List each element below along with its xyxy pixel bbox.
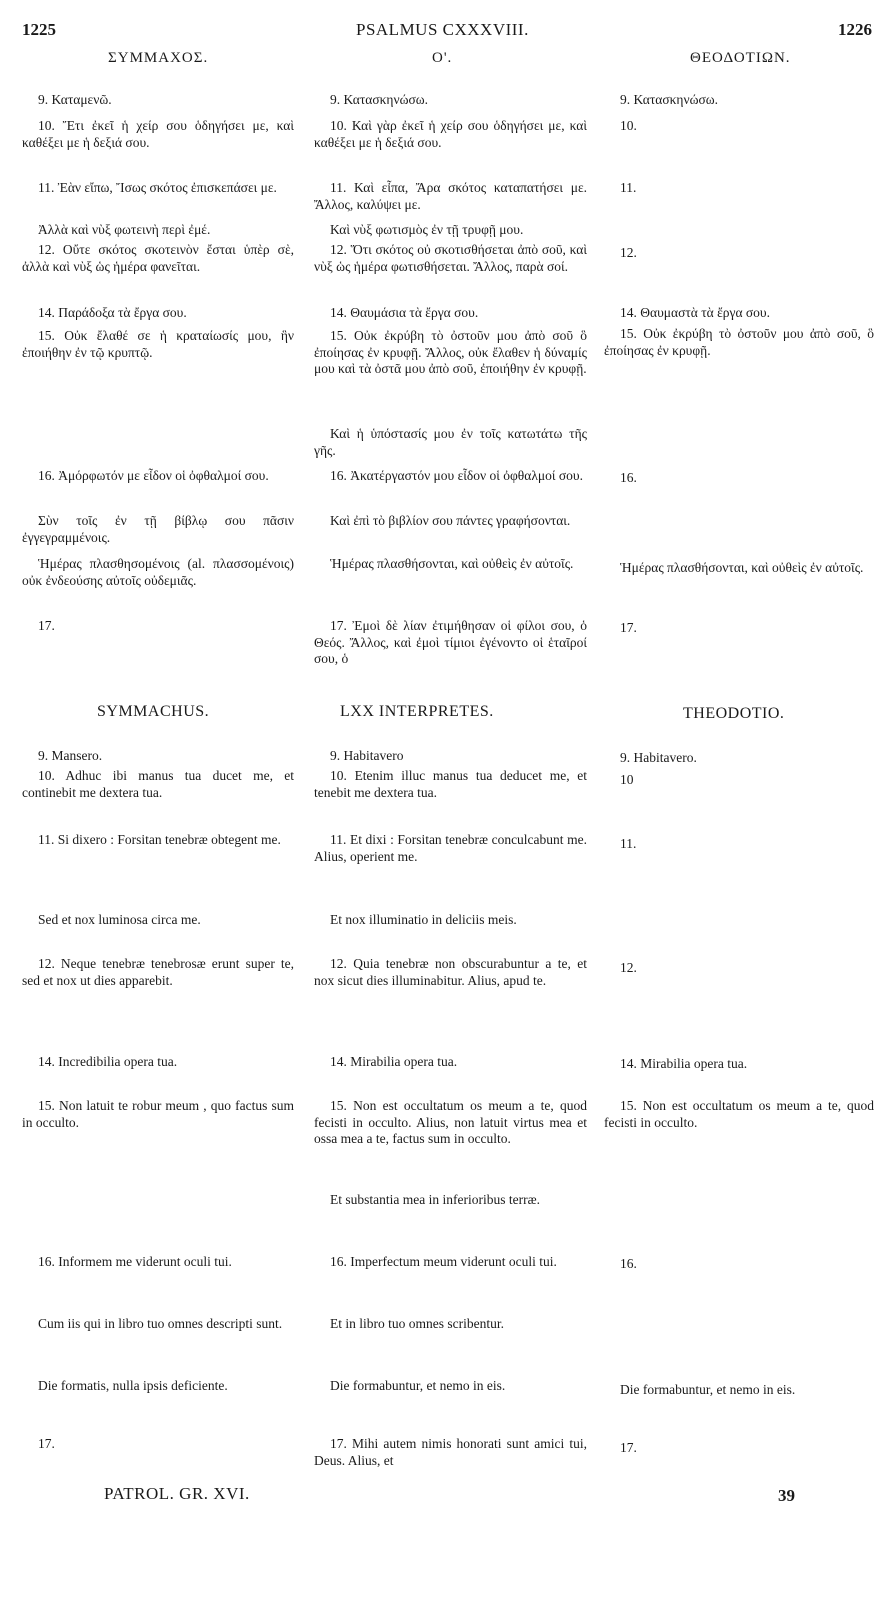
latin-symmachus-verse: 15. Non latuit te robur meum , quo factus sum in occulto. <box>22 1098 294 1130</box>
latin-septuagint-verse: Et nox illuminatio in deliciis meis. <box>330 912 517 927</box>
latin-septuagint-verse: Et in libro tuo omnes scribentur. <box>330 1316 504 1331</box>
greek-septuagint-verse: 9. Κατασκηνώσω. <box>330 92 428 107</box>
column-number-right: 1226 <box>838 20 872 39</box>
latin-heading-symmachus: SYMMACHUS. <box>97 703 210 720</box>
latin-septuagint-verse: 16. Imperfectum meum viderunt oculi tui. <box>330 1254 557 1269</box>
latin-theodotion-verse: 14. Mirabilia opera tua. <box>620 1056 748 1071</box>
greek-septuagint-verse: 10. Καὶ γὰρ ἐκεῖ ἡ χείρ σου ὁδηγήσει με, καὶ καθέξει με ἡ δεξιά σου. <box>314 118 587 150</box>
greek-septuagint-verse: 17. Ἐμοὶ δὲ λίαν ἐτιμήθησαν οἱ φίλοι σου, ὁ Θεός. Ἄλλος, καὶ ἐμοὶ τίμιοι ἐγένοντο οἱ ἑταῖροί σου, ὁ <box>314 618 587 666</box>
greek-theodotion-verse: 14. Θαυμαστὰ τὰ ἔργα σου. <box>620 305 770 320</box>
latin-septuagint-verse: 14. Mirabilia opera tua. <box>330 1054 458 1069</box>
greek-septuagint-verse: 15. Οὐκ ἐκρύβη τὸ ὀστοῦν μου ἀπὸ σοῦ ὃ ἐποίησας ἐν κρυφῇ. Ἄλλος, οὐκ ἔλαθεν ἡ δύναμίς μου καὶ τὰ ὀστᾶ μου ἀπὸ σοῦ, ἐποιήθην ἐν κρυφῇ. <box>314 328 587 376</box>
latin-symmachus-verse: 10. Adhuc ibi manus tua ducet me, et continebit me dextera tua. <box>22 768 294 800</box>
greek-symmachus-verse: 14. Παράδοξα τὰ ἔργα σου. <box>38 305 187 320</box>
latin-septuagint-verse: 17. Mihi autem nimis honorati sunt amici tui, Deus. Alius, et <box>314 1436 587 1468</box>
greek-theodotion-verse: 15. Οὐκ ἐκρύβη τὸ ὀστοῦν μου ἀπὸ σοῦ, ὃ ἐποίησας ἐν κρυφῇ. <box>604 326 874 358</box>
greek-septuagint-verse: Ἡμέρας πλασθήσονται, καὶ οὐθεὶς ἐν αὐτοῖς. <box>330 556 574 571</box>
latin-theodotion-verse: 15. Non est occultatum os meum a te, quod fecisti in occulto. <box>604 1098 874 1130</box>
column-number-left: 1225 <box>22 20 56 39</box>
greek-symmachus-verse: Ἀλλὰ καὶ νὺξ φωτεινὴ περὶ ἐμέ. <box>38 222 211 237</box>
latin-symmachus-verse: 11. Si dixero : Forsitan tenebræ obtegent me. <box>38 832 281 847</box>
latin-heading-septuagint: LXX INTERPRETES. <box>340 703 494 720</box>
greek-septuagint-verse: Καὶ ἡ ὑπόστασίς μου ἐν τοῖς κατωτάτω τῆς γῆς. <box>314 426 587 458</box>
greek-symmachus-verse: 11. Ἐὰν εἴπω, Ἴσως σκότος ἐπισκεπάσει με. <box>38 180 277 195</box>
greek-heading-symmachus: ΣΥΜΜΑΧΟΣ. <box>108 50 209 66</box>
latin-septuagint-verse: Die formabuntur, et nemo in eis. <box>330 1378 506 1393</box>
greek-heading-septuagint: Ο'. <box>432 50 453 66</box>
greek-theodotion-verse: 17. <box>620 620 637 635</box>
page-number: 39 <box>778 1486 795 1505</box>
latin-septuagint-verse: Et substantia mea in inferioribus terræ. <box>330 1192 540 1207</box>
latin-symmachus-verse: Sed et nox luminosa circa me. <box>38 912 201 927</box>
latin-theodotion-verse: 12. <box>620 960 637 975</box>
latin-symmachus-verse: Die formatis, nulla ipsis deficiente. <box>38 1378 228 1393</box>
greek-septuagint-verse: Καὶ νὺξ φωτισμὸς ἐν τῇ τρυφῇ μου. <box>330 222 524 237</box>
latin-symmachus-verse: 14. Incredibilia opera tua. <box>38 1054 178 1069</box>
latin-theodotion-verse: 17. <box>620 1440 637 1455</box>
greek-theodotion-verse: 10. <box>620 118 637 133</box>
greek-theodotion-verse: 11. <box>620 180 637 195</box>
greek-symmachus-verse: 17. <box>38 618 55 633</box>
greek-septuagint-verse: 12. Ὅτι σκότος οὐ σκοτισθήσεται ἀπὸ σοῦ, καὶ νὺξ ὡς ἡμέρα φωτισθήσεται. Ἄλλος, παρὰ σοί. <box>314 242 587 274</box>
greek-symmachus-verse: 15. Οὐκ ἔλαθέ σε ἡ κραταίωσίς μου, ἣν ἐποιήθην ἐν τῷ κρυπτῷ. <box>22 328 294 360</box>
greek-septuagint-verse: Καὶ ἐπὶ τὸ βιβλίον σου πάντες γραφήσονται. <box>330 513 571 528</box>
latin-theodotion-verse: 10 <box>620 772 634 787</box>
latin-septuagint-verse: 9. Habitavero <box>330 748 404 763</box>
greek-theodotion-verse: 12. <box>620 245 637 260</box>
latin-symmachus-verse: 16. Informem me viderunt oculi tui. <box>38 1254 232 1269</box>
latin-heading-theodotion: THEODOTIO. <box>683 705 785 722</box>
latin-symmachus-verse: 12. Neque tenebræ tenebrosæ erunt super te, sed et nox ut dies apparebit. <box>22 956 294 988</box>
running-title: PSALMUS CXXXVIII. <box>356 20 529 39</box>
greek-symmachus-verse: Σὺν τοῖς ἐν τῇ βίβλῳ σου πᾶσιν ἐγγεγραμμένοις. <box>22 513 294 545</box>
latin-septuagint-verse: 10. Etenim illuc manus tua deducet me, et tenebit me dextera tua. <box>314 768 587 800</box>
latin-symmachus-verse: 17. <box>38 1436 55 1451</box>
latin-septuagint-verse: 15. Non est occultatum os meum a te, quod fecisti in occulto. Alius, non latuit virtus mea et ossa mea a te, factus sum in occulto. <box>314 1098 587 1146</box>
latin-theodotion-verse: 16. <box>620 1256 637 1271</box>
latin-symmachus-verse: 9. Mansero. <box>38 748 103 763</box>
greek-septuagint-verse: 14. Θαυμάσια τὰ ἔργα σου. <box>330 305 479 320</box>
greek-theodotion-verse: 16. <box>620 470 637 485</box>
greek-symmachus-verse: 10. Ἔτι ἐκεῖ ἡ χείρ σου ὁδηγήσει με, καὶ καθέξει με ἡ δεξιά σου. <box>22 118 294 150</box>
greek-theodotion-verse: Ἡμέρας πλασθήσονται, καὶ οὐθεὶς ἐν αὐτοῖς. <box>620 560 864 575</box>
greek-symmachus-verse: 12. Οὔτε σκότος σκοτεινὸν ἔσται ὑπὲρ σὲ, ἀλλὰ καὶ νὺξ ὡς ἡμέρα φανεῖται. <box>22 242 294 274</box>
latin-septuagint-verse: 11. Et dixi : Forsitan tenebræ conculcabunt me. Alius, operient me. <box>314 832 587 864</box>
latin-theodotion-verse: 9. Habitavero. <box>620 750 697 765</box>
greek-symmachus-verse: 16. Ἀμόρφωτόν με εἶδον οἱ ὀφθαλμοί σου. <box>38 468 269 483</box>
greek-symmachus-verse: 9. Καταμενῶ. <box>38 92 112 107</box>
greek-theodotion-verse: 9. Κατασκηνώσω. <box>620 92 718 107</box>
latin-symmachus-verse: Cum iis qui in libro tuo omnes descripti sunt. <box>38 1316 283 1331</box>
series-signature: PATROL. GR. XVI. <box>104 1484 250 1503</box>
greek-symmachus-verse: Ἡμέρας πλασθησομένοις (al. πλασσομένοις) οὐκ ἐνδεούσης αὐτοῖς οὐδεμιᾶς. <box>22 556 294 588</box>
latin-septuagint-verse: 12. Quia tenebræ non obscurabuntur a te, et nox sicut dies illuminabitur. Alius, apud te. <box>314 956 587 988</box>
latin-theodotion-verse: 11. <box>620 836 637 851</box>
latin-theodotion-verse: Die formabuntur, et nemo in eis. <box>620 1382 796 1397</box>
greek-septuagint-verse: 16. Ἀκατέργαστόν μου εἶδον οἱ ὀφθαλμοί σου. <box>330 468 583 483</box>
greek-heading-theodotion: ΘΕΟΔΟΤΙΩΝ. <box>690 50 791 66</box>
greek-septuagint-verse: 11. Καὶ εἶπα, Ἄρα σκότος καταπατήσει με. Ἄλλος, καλύψει με. <box>314 180 587 212</box>
